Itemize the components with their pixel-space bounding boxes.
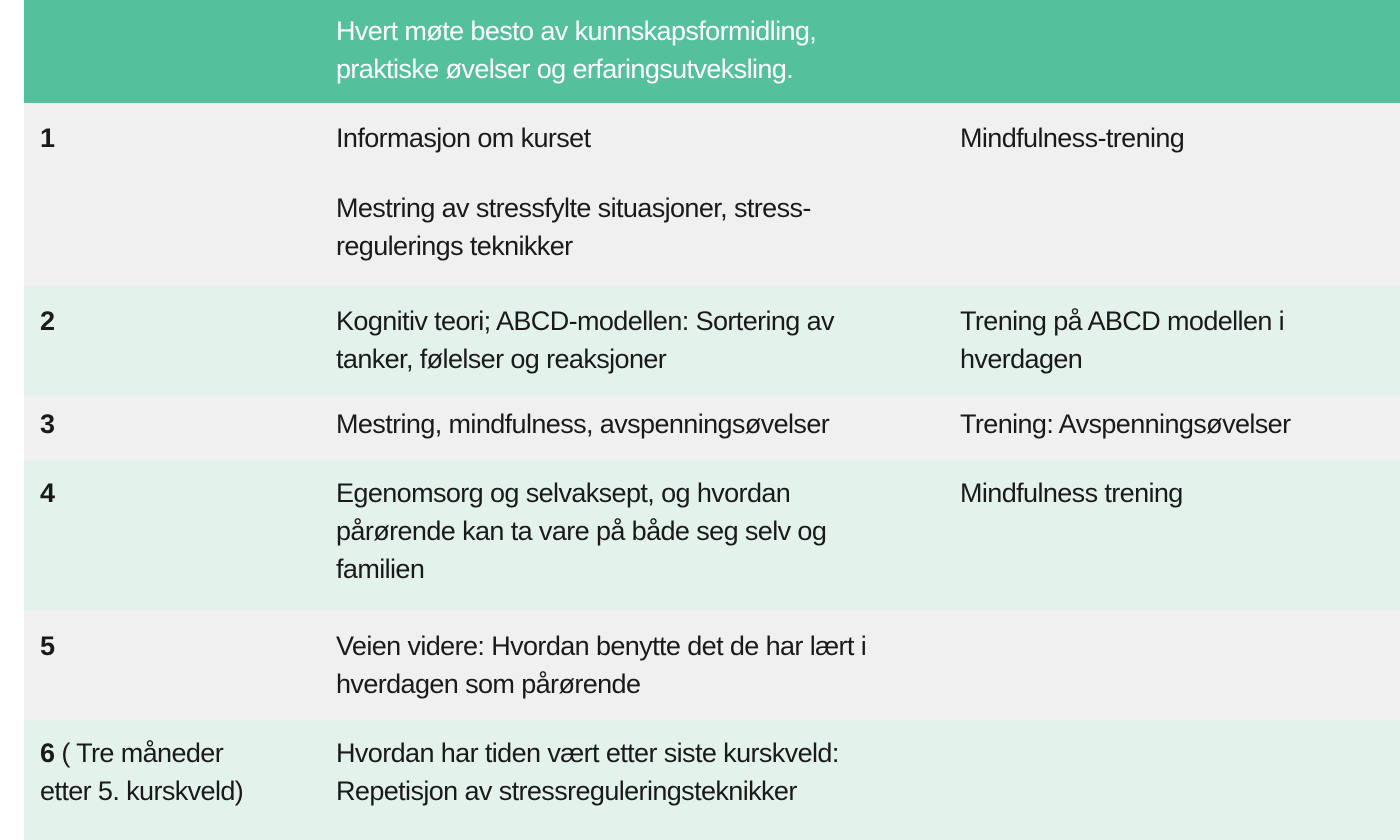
- content-line: Repetisjon av stressreguleringsteknikker: [336, 776, 797, 806]
- content-line: Mestring av stressfylte situasjoner, stress-: [336, 193, 811, 223]
- session-number: 2: [40, 306, 55, 336]
- table-row: [24, 720, 1400, 840]
- content-line: Egenomsorg og selvaksept, og hvordan: [336, 478, 791, 508]
- content-line: pårørende kan ta vare på både seg selv og: [336, 516, 827, 546]
- practice-line: Trening på ABCD modellen i: [960, 306, 1285, 336]
- table-header-row: [24, 0, 1400, 103]
- session-content: [314, 720, 940, 840]
- header-line: praktiske øvelser og erfaringsutveksling.: [336, 54, 794, 84]
- session-content: [314, 460, 940, 610]
- session-note: etter 5. kurskveld): [40, 776, 244, 806]
- session-practice: [940, 286, 1400, 396]
- session-content: [314, 396, 940, 460]
- content-line: Veien videre: Hvordan benytte det de har lært i: [336, 631, 867, 661]
- session-practice: [940, 720, 1400, 840]
- session-number: 3: [40, 409, 55, 439]
- session-content: [314, 286, 940, 396]
- header-practice-cell: [940, 0, 1400, 103]
- content-line: Hvordan har tiden vært etter siste kurskveld:: [336, 738, 839, 768]
- session-note: ( Tre måneder: [54, 738, 224, 768]
- session-content: [314, 103, 940, 286]
- session-number: 1: [40, 123, 55, 153]
- course-schedule-table: [24, 0, 1400, 840]
- table-row: [24, 286, 1400, 396]
- content-line: Kognitiv teori; ABCD-modellen: Sortering av: [336, 306, 834, 336]
- content-line: hverdagen som pårørende: [336, 669, 641, 699]
- session-practice: Mindfulness-trening: [960, 123, 1185, 153]
- content-line: tanker, følelser og reaksjoner: [336, 344, 667, 374]
- session-number-cell: [24, 720, 314, 840]
- session-practice: [940, 610, 1400, 720]
- header-content-cell: [314, 0, 940, 103]
- session-number: 6: [40, 738, 55, 768]
- table-row: [24, 460, 1400, 610]
- session-practice: Trening: Avspenningsøvelser: [960, 409, 1291, 439]
- session-content: [314, 610, 940, 720]
- header-session-cell: [24, 0, 314, 103]
- content-line: Mestring, mindfulness, avspenningsøvelser: [336, 409, 830, 439]
- table-row: [24, 103, 1400, 286]
- table-row: [24, 396, 1400, 460]
- table-row: [24, 610, 1400, 720]
- session-practice: Mindfulness trening: [960, 478, 1183, 508]
- practice-line: hverdagen: [960, 344, 1083, 374]
- content-line: Informasjon om kurset: [336, 123, 591, 153]
- content-line: familien: [336, 554, 425, 584]
- content-line: regulerings teknikker: [336, 231, 573, 261]
- header-line: Hvert møte besto av kunnskapsformidling,: [336, 16, 817, 46]
- session-number: 5: [40, 631, 55, 661]
- session-number: 4: [40, 478, 55, 508]
